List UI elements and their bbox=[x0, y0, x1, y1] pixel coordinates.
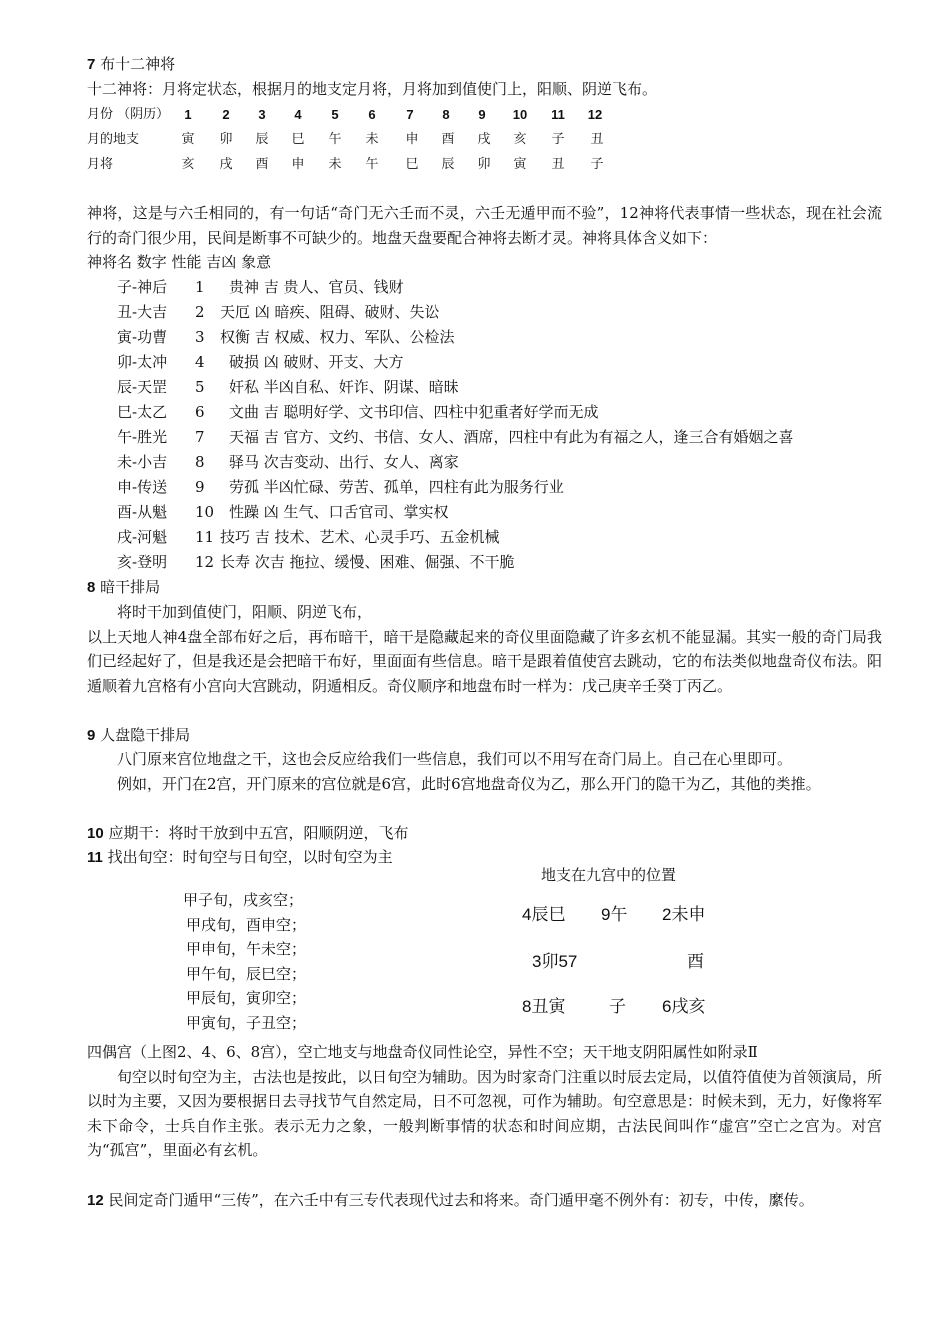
section-title: 应期干：将时干放到中五宫，阳顺阴逆，飞布 bbox=[108, 823, 409, 842]
xun-kong-list bbox=[183, 888, 306, 1036]
section-8-heading bbox=[87, 575, 882, 600]
section-number: 10 bbox=[87, 824, 104, 842]
grid-cell: 6戌亥 bbox=[662, 996, 706, 1016]
general-number: 1 bbox=[195, 277, 205, 296]
xun-kong-item: 甲午旬，辰巳空； bbox=[186, 964, 307, 983]
section-number: 9 bbox=[87, 726, 96, 744]
xun-kong-item: 甲子旬，戌亥空； bbox=[183, 890, 304, 909]
section-7-heading bbox=[87, 52, 882, 77]
general-cell: 未 bbox=[328, 157, 342, 173]
general-meaning: 劳孤 半凶忙碌、劳苦、孤单，四柱有此为服务行业 bbox=[229, 478, 564, 497]
shenjiang-row bbox=[87, 475, 882, 500]
section-7-intro: 十二神将：月将定状态，根据月的地支定月将，月将加到值使门上，阳顺、阴逆飞布。 bbox=[87, 79, 658, 98]
grid-cell: 8丑寅 bbox=[522, 996, 566, 1016]
shenjiang-row bbox=[87, 275, 882, 300]
month-cell: 9 bbox=[478, 107, 486, 123]
general-cell: 巳 bbox=[405, 157, 419, 173]
general-number: 3 bbox=[195, 327, 205, 346]
section-11-paragraph: 旬空以时旬空为主，古法也是按此，以日旬空为辅助。因为时家奇门注重以时辰去定局，以值符值使为首领演局，所以时为主要，又因为要根据日去寻找节气自然定局，日不可忽视，可作为辅助。旬空意思是：时候未到，无力，好像将军未下命令，士兵自作主张。表示无力之象，一般判断事情的状态和时间应期，古法民间叫作“虚宫”空亡之宫为。对宫为“孤宫”，里面必有玄机。 bbox=[87, 1067, 882, 1160]
general-number: 7 bbox=[195, 428, 205, 447]
section-8-paragraph: 以上天地人神4盘全部布好之后，再布暗干，暗干是隐藏起来的奇仪里面隐藏了许多玄机不能显漏。其实一般的奇门局我们已经起好了，但是我还是会把暗干布好，里面面有些信息。暗干是跟着值使宫去跳动，它的布法类似地盘奇仪布法。阳遁顺着九宫格有小宫向大宫跳动，阴遁相反。奇仪顺序和地盘布时一样为：戊己庚辛壬癸丁丙乙。 bbox=[87, 627, 882, 695]
section-10-heading bbox=[87, 821, 882, 846]
general-meaning: 技巧 吉 技术、艺术、心灵手巧、五金机械 bbox=[220, 528, 500, 547]
general-number: 6 bbox=[195, 403, 205, 422]
document-page bbox=[87, 52, 882, 1237]
section-title: 人盘隐干排局 bbox=[100, 725, 191, 744]
branch-cell: 酉 bbox=[441, 132, 455, 148]
section-title: 布十二神将 bbox=[100, 55, 176, 73]
general-meaning: 天厄 凶 暗疾、阻碍、破财、失讼 bbox=[220, 302, 440, 321]
general-name: 辰-天罡 bbox=[117, 377, 168, 396]
general-number: 5 bbox=[195, 377, 205, 396]
branch-cell: 寅 bbox=[181, 132, 195, 148]
general-meaning: 权衡 吉 权威、权力、军队、公检法 bbox=[220, 327, 455, 346]
section-number: 8 bbox=[87, 579, 96, 597]
section-8-line1: 将时干加到值使门，阳顺、阴逆飞布， bbox=[117, 602, 373, 621]
month-cell: 10 bbox=[512, 107, 528, 123]
section-12-text: 民间定奇门遁甲“三传”，在六壬中有三专代表现代过去和将来。奇门遁甲毫不例外有：初专，中传，縻传。 bbox=[108, 1190, 814, 1209]
general-cell: 亥 bbox=[181, 157, 195, 173]
section-11-heading bbox=[87, 845, 882, 870]
general-meaning: 破损 凶 破财、开支、大方 bbox=[229, 352, 404, 371]
general-meaning: 驿马 次吉变动、出行、女人、离家 bbox=[229, 453, 459, 472]
xun-kong-item: 甲戌旬，酉申空； bbox=[186, 915, 307, 934]
general-name: 巳-太乙 bbox=[117, 403, 168, 422]
branch-cell: 丑 bbox=[590, 132, 604, 148]
month-cell: 4 bbox=[294, 107, 302, 123]
grid-cell: 4辰巳 bbox=[522, 904, 566, 924]
general-meaning: 性躁 凶 生气、口舌官司、掌实权 bbox=[229, 503, 449, 522]
grid-cell: 酉 bbox=[687, 951, 704, 971]
grid-cell: 3卯57 bbox=[532, 951, 578, 971]
branch-cell: 戌 bbox=[477, 132, 491, 148]
section-number: 12 bbox=[87, 1191, 104, 1209]
month-cell: 1 bbox=[184, 107, 192, 123]
general-name: 子-神后 bbox=[117, 277, 168, 296]
xun-kong-block bbox=[87, 865, 882, 1040]
si-ou-gong-note: 四偶宫（上图2、4、6、8宫），空亡地支与地盘奇仪同性论空，异性不空；天干地支阴阳属性如附录Ⅱ bbox=[87, 1042, 758, 1061]
general-cell: 申 bbox=[291, 157, 305, 173]
month-cell: 12 bbox=[587, 107, 603, 123]
general-name: 申-传送 bbox=[117, 478, 168, 497]
general-cell: 寅 bbox=[513, 157, 527, 173]
month-cell: 5 bbox=[331, 107, 339, 123]
general-meaning: 奸私 半凶自私、奸诈、阴谋、暗昧 bbox=[229, 377, 459, 396]
shenjiang-table bbox=[87, 275, 882, 576]
section-9-line1: 八门原来宫位地盘之干，这也会反应给我们一些信息，我们可以不用写在奇门局上。自己在心里即可。 bbox=[117, 750, 793, 769]
xun-kong-item: 甲申旬，午未空； bbox=[186, 940, 307, 959]
general-number: 10 bbox=[195, 503, 215, 522]
month-cell: 11 bbox=[551, 107, 565, 123]
shenjiang-row bbox=[87, 400, 882, 425]
section-9-heading bbox=[87, 723, 882, 748]
month-table bbox=[87, 103, 882, 179]
row-label: 月将 bbox=[87, 157, 114, 173]
shenjiang-row bbox=[87, 300, 882, 325]
branch-cell: 未 bbox=[365, 132, 379, 148]
general-name: 午-胜光 bbox=[117, 428, 168, 447]
xun-kong-item: 甲辰旬，寅卯空； bbox=[186, 989, 307, 1008]
section-number: 11 bbox=[87, 849, 103, 867]
general-cell: 子 bbox=[590, 157, 604, 173]
month-cell: 2 bbox=[222, 107, 230, 123]
general-cell: 戌 bbox=[219, 157, 233, 173]
general-name: 戌-河魁 bbox=[117, 528, 168, 547]
shenjiang-row bbox=[87, 375, 882, 400]
section-number: 7 bbox=[87, 56, 96, 73]
general-number: 12 bbox=[195, 553, 215, 572]
general-number: 8 bbox=[195, 453, 205, 472]
branch-cell: 午 bbox=[328, 132, 342, 148]
general-cell: 丑 bbox=[551, 157, 565, 173]
shenjiang-row bbox=[87, 450, 882, 475]
shenjiang-row bbox=[87, 350, 882, 375]
shenjiang-row bbox=[87, 500, 882, 525]
branch-cell: 卯 bbox=[219, 132, 233, 148]
branch-cell: 申 bbox=[405, 132, 419, 148]
general-cell: 午 bbox=[365, 157, 379, 173]
shenjiang-row bbox=[87, 550, 882, 575]
general-number: 11 bbox=[195, 528, 215, 547]
section-12-paragraph bbox=[87, 1188, 882, 1237]
general-name: 丑-大吉 bbox=[117, 302, 168, 321]
general-meaning: 文曲 吉 聪明好学、文书印信、四柱中犯重者好学而无成 bbox=[229, 403, 599, 422]
month-cell: 8 bbox=[442, 107, 450, 123]
section-9-paragraph: 例如，开门在2宫，开门原来的宫位就是6宫，此时6宫地盘奇仪为乙，那么开门的隐干为乙，其他的类推。 bbox=[117, 774, 821, 793]
general-cell: 辰 bbox=[441, 157, 455, 173]
shenjiang-paragraph: 神将，这是与六壬相同的，有一句话“奇门无六壬而不灵，六壬无遁甲而不验”，12神将代表事情一些状态，现在社会流行的奇门很少用，民间是断事不可缺少的。地盘天盘要配合神将去断才灵。神将具体含义如下： bbox=[87, 204, 882, 247]
month-cell: 7 bbox=[406, 107, 414, 123]
general-name: 卯-太冲 bbox=[117, 352, 168, 371]
general-number: 9 bbox=[195, 478, 205, 497]
grid-cell: 子 bbox=[609, 996, 626, 1016]
general-cell: 酉 bbox=[255, 157, 269, 173]
general-number: 2 bbox=[195, 302, 205, 321]
grid-title: 地支在九宫中的位置 bbox=[541, 865, 677, 884]
general-name: 寅-功曹 bbox=[117, 327, 168, 346]
xun-kong-item: 甲寅旬，子丑空； bbox=[186, 1013, 307, 1032]
general-meaning: 长寿 次吉 拖拉、缓慢、困难、倔强、不干脆 bbox=[220, 553, 515, 572]
general-meaning: 贵神 吉 贵人、官员、钱财 bbox=[229, 277, 404, 296]
month-cell: 6 bbox=[368, 107, 376, 123]
branch-cell: 巳 bbox=[291, 132, 305, 148]
row-label: 月的地支 bbox=[87, 132, 140, 148]
general-meaning: 天福 吉 官方、文约、书信、女人、酒席，四柱中有此为有福之人，逢三合有婚姻之喜 bbox=[229, 428, 794, 447]
general-name: 未-小吉 bbox=[117, 453, 168, 472]
branch-cell: 子 bbox=[551, 132, 565, 148]
general-number: 4 bbox=[195, 352, 205, 371]
shenjiang-row bbox=[87, 425, 882, 450]
row-label: 月份 （阴历） bbox=[87, 107, 170, 123]
section-title: 找出旬空：时旬空与日旬空，以时旬空为主 bbox=[107, 848, 393, 867]
shenjiang-table-header: 神将名 数字 性能 吉凶 象意 bbox=[87, 253, 272, 272]
general-name: 酉-从魁 bbox=[117, 503, 168, 522]
shenjiang-row bbox=[87, 325, 882, 350]
branch-cell: 亥 bbox=[513, 132, 527, 148]
general-cell: 卯 bbox=[477, 157, 491, 173]
branch-cell: 辰 bbox=[255, 132, 269, 148]
shenjiang-row bbox=[87, 525, 882, 550]
grid-cell: 2未申 bbox=[662, 904, 706, 924]
general-name: 亥-登明 bbox=[117, 553, 168, 572]
section-title: 暗干排局 bbox=[100, 578, 161, 597]
grid-cell: 9午 bbox=[601, 904, 628, 924]
month-cell: 3 bbox=[258, 107, 266, 123]
